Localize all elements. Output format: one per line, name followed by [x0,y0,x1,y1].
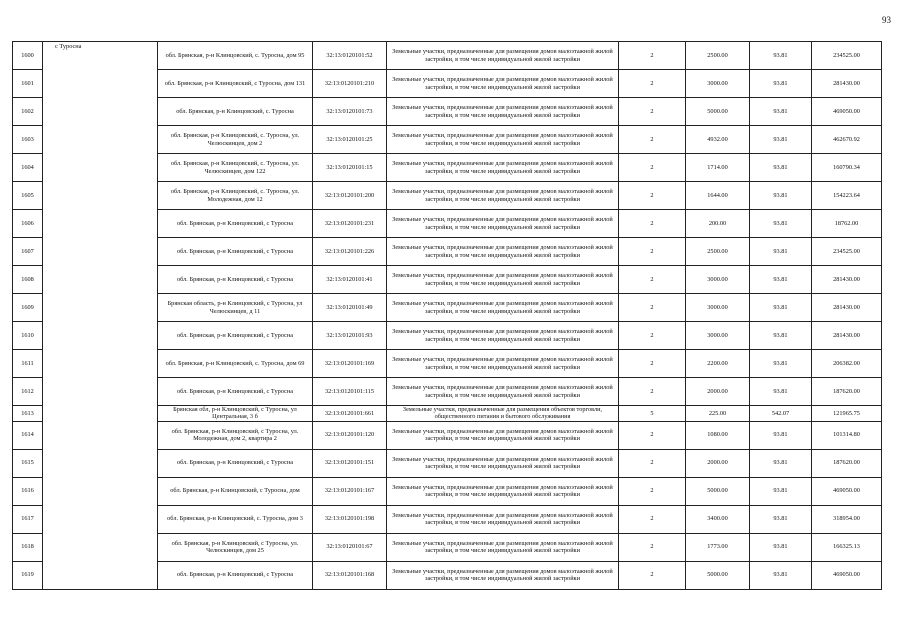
cell-address: обл. Брянская, р-н Клинцовский, с Туросна, дом [158,477,313,505]
cell-address: обл. Брянская, р-н Клинцовский, с. Туросна, дом 95 [158,42,313,70]
cell-cadastral-number: 32:13:0120101:115 [313,378,387,406]
cell-address: обл. Брянская, р-н Клинцовский, с Туросна [158,238,313,266]
cell-land-use-purpose: Земельные участки, предназначенные для размещения домов малоэтажной жилой застройки, в том числе индивидуальной жилой застройки [387,350,619,378]
cell-area: 3000.00 [686,266,750,294]
cell-cadastral-number: 32:13:0120101:49 [313,294,387,322]
cell-area: 1714.00 [686,154,750,182]
cell-cadastral-value: 160790.34 [812,154,882,182]
cell-land-use-purpose: Земельные участки, предназначенные для размещения домов малоэтажной жилой застройки, в том числе индивидуальной жилой застройки [387,294,619,322]
cell-cadastral-number: 32:13:0120101:661 [313,406,387,422]
cell-cadastral-value: 206382.00 [812,350,882,378]
cell-land-use-purpose: Земельные участки, предназначенные для размещения домов малоэтажной жилой застройки, в том числе индивидуальной жилой застройки [387,182,619,210]
cell-specific-value: 93.81 [750,98,812,126]
cell-cadastral-number: 32:13:0120101:231 [313,210,387,238]
cell-address: Брянская область, р-н Клинцовский, с Туросна, ул Челюскинцев, д 11 [158,294,313,322]
cell-row-number: 1600 [13,42,43,70]
cell-use-group: 2 [619,378,686,406]
cell-row-number: 1618 [13,533,43,561]
cell-cadastral-value: 281430.00 [812,70,882,98]
page-number: 93 [882,15,891,25]
cell-address: обл. Брянская, р-н Клинцовский, с. Туросна, ул. Челюскинцев, дом 2 [158,126,313,154]
cell-address: Брянская обл, р-н Клинцовский, с Туросна, ул Центральная, 3 б [158,406,313,422]
cell-row-number: 1603 [13,126,43,154]
cell-row-number: 1615 [13,449,43,477]
cell-land-use-purpose: Земельные участки, предназначенные для размещения домов малоэтажной жилой застройки, в том числе индивидуальной жилой застройки [387,266,619,294]
cell-land-use-purpose: Земельные участки, предназначенные для размещения домов малоэтажной жилой застройки, в том числе индивидуальной жилой застройки [387,42,619,70]
cell-row-number: 1610 [13,322,43,350]
cell-cadastral-value: 281430.00 [812,294,882,322]
cell-use-group: 2 [619,70,686,98]
cell-use-group: 2 [619,42,686,70]
cell-cadastral-value: 234525.00 [812,42,882,70]
cell-area: 1773.00 [686,533,750,561]
cell-area: 4932.00 [686,126,750,154]
cell-cadastral-value: 281430.00 [812,266,882,294]
cell-land-use-purpose: Земельные участки, предназначенные для размещения домов малоэтажной жилой застройки, в том числе индивидуальной жилой застройки [387,98,619,126]
cell-use-group: 2 [619,505,686,533]
cell-use-group: 2 [619,477,686,505]
cell-specific-value: 93.81 [750,70,812,98]
cell-cadastral-number: 32:13:0120101:93 [313,322,387,350]
cell-use-group: 2 [619,154,686,182]
cell-row-number: 1607 [13,238,43,266]
cell-area: 5000.00 [686,561,750,589]
cell-address: обл. Брянская, р-н Клинцовский, с Туросна, ул. Молодежная, дом 2, квартира 2 [158,421,313,449]
cell-cadastral-number: 32:13:0120101:226 [313,238,387,266]
cell-area: 5000.00 [686,98,750,126]
cell-row-number: 1606 [13,210,43,238]
cell-area: 2000.00 [686,449,750,477]
cell-row-number: 1614 [13,421,43,449]
cell-cadastral-number: 32:13:0120101:200 [313,182,387,210]
cell-row-number: 1617 [13,505,43,533]
cell-cadastral-number: 32:13:0120101:169 [313,350,387,378]
cell-use-group: 2 [619,266,686,294]
cell-row-number: 1608 [13,266,43,294]
cell-land-use-purpose: Земельные участки, предназначенные для размещения домов малоэтажной жилой застройки, в том числе индивидуальной жилой застройки [387,533,619,561]
cell-specific-value: 93.81 [750,505,812,533]
cell-area: 1080.00 [686,421,750,449]
cell-cadastral-number: 32:13:0120101:25 [313,126,387,154]
cell-area: 200.00 [686,210,750,238]
cell-address: обл. Брянская, р-н Клинцовский, с Туросна [158,266,313,294]
cell-cadastral-value: 101314.80 [812,421,882,449]
cell-cadastral-value: 462670.92 [812,126,882,154]
cell-address: обл. Брянская, р-н Клинцовский, с Туросна, дом 131 [158,70,313,98]
cell-use-group: 2 [619,182,686,210]
cell-cadastral-value: 166325.13 [812,533,882,561]
cell-cadastral-number: 32:13:0120101:120 [313,421,387,449]
cell-cadastral-value: 187620.00 [812,449,882,477]
cell-land-use-purpose: Земельные участки, предназначенные для размещения домов малоэтажной жилой застройки, в том числе индивидуальной жилой застройки [387,126,619,154]
cell-area: 1644.00 [686,182,750,210]
cell-specific-value: 93.81 [750,421,812,449]
cell-cadastral-value: 469050.00 [812,477,882,505]
cell-specific-value: 93.81 [750,294,812,322]
cell-land-use-purpose: Земельные участки, предназначенные для размещения домов малоэтажной жилой застройки, в том числе индивидуальной жилой застройки [387,70,619,98]
cell-specific-value: 93.81 [750,210,812,238]
cell-area: 2200.00 [686,350,750,378]
cell-land-use-purpose: Земельные участки, предназначенные для размещения домов малоэтажной жилой застройки, в том числе индивидуальной жилой застройки [387,505,619,533]
cell-specific-value: 93.81 [750,561,812,589]
cell-cadastral-number: 32:13:0120101:167 [313,477,387,505]
table-row [13,42,882,70]
cell-specific-value: 93.81 [750,266,812,294]
cell-use-group: 5 [619,406,686,422]
cell-use-group: 2 [619,238,686,266]
cell-use-group: 2 [619,294,686,322]
cell-cadastral-value: 318954.00 [812,505,882,533]
cell-cadastral-number: 32:13:0120101:73 [313,98,387,126]
cell-row-number: 1616 [13,477,43,505]
cell-cadastral-value: 234525.00 [812,238,882,266]
cell-row-number: 1613 [13,406,43,422]
cell-row-number: 1602 [13,98,43,126]
cell-area: 3000.00 [686,322,750,350]
cell-use-group: 2 [619,421,686,449]
cell-land-use-purpose: Земельные участки, предназначенные для размещения домов малоэтажной жилой застройки, в том числе индивидуальной жилой застройки [387,238,619,266]
cell-specific-value: 93.81 [750,126,812,154]
cell-cadastral-value: 154223.64 [812,182,882,210]
cell-land-use-purpose: Земельные участки, предназначенные для размещения домов малоэтажной жилой застройки, в том числе индивидуальной жилой застройки [387,210,619,238]
cell-use-group: 2 [619,98,686,126]
cell-land-use-purpose: Земельные участки, предназначенные для размещения домов малоэтажной жилой застройки, в том числе индивидуальной жилой застройки [387,378,619,406]
cell-cadastral-number: 32:13:0120101:151 [313,449,387,477]
cell-use-group: 2 [619,350,686,378]
cell-use-group: 2 [619,449,686,477]
cell-use-group: 2 [619,533,686,561]
cell-area: 3000.00 [686,70,750,98]
cell-row-number: 1611 [13,350,43,378]
cell-row-number: 1604 [13,154,43,182]
cell-cadastral-value: 469050.00 [812,98,882,126]
cell-land-use-purpose: Земельные участки, предназначенные для размещения домов малоэтажной жилой застройки, в том числе индивидуальной жилой застройки [387,421,619,449]
cell-specific-value: 542.07 [750,406,812,422]
cell-area: 3000.00 [686,294,750,322]
cell-address: обл. Брянская, р-н Клинцовский, с Туросна [158,210,313,238]
cell-area: 2500.00 [686,238,750,266]
cell-address: обл. Брянская, р-н Клинцовский, с. Туросна, дом 3 [158,505,313,533]
cell-row-number: 1609 [13,294,43,322]
cell-specific-value: 93.81 [750,322,812,350]
cell-address: обл. Брянская, р-н Клинцовский, с Туросна, ул. Челюскинцев, дом 25 [158,533,313,561]
cell-land-use-purpose: Земельные участки, предназначенные для размещения домов малоэтажной жилой застройки, в том числе индивидуальной жилой застройки [387,322,619,350]
cell-row-number: 1619 [13,561,43,589]
cell-specific-value: 93.81 [750,378,812,406]
cell-address: обл. Брянская, р-н Клинцовский, с. Туросна [158,98,313,126]
cell-cadastral-number: 32:13:0120101:41 [313,266,387,294]
cell-land-use-purpose: Земельные участки, предназначенные для размещения домов малоэтажной жилой застройки, в том числе индивидуальной жилой застройки [387,477,619,505]
cell-row-number: 1601 [13,70,43,98]
cell-use-group: 2 [619,561,686,589]
cell-address: обл. Брянская, р-н Клинцовский, с. Туросна, дом 69 [158,350,313,378]
cell-specific-value: 93.81 [750,533,812,561]
cell-locality: с Туросна [43,42,158,590]
cell-use-group: 2 [619,322,686,350]
cell-area: 2000.00 [686,378,750,406]
cell-area: 3400.00 [686,505,750,533]
cell-area: 2500.00 [686,42,750,70]
cell-address: обл. Брянская, р-н Клинцовский, с Туросна [158,378,313,406]
cell-cadastral-number: 32:13:0120101:15 [313,154,387,182]
cell-land-use-purpose: Земельные участки, предназначенные для размещения домов малоэтажной жилой застройки, в том числе индивидуальной жилой застройки [387,561,619,589]
cell-specific-value: 93.81 [750,350,812,378]
cell-row-number: 1612 [13,378,43,406]
cell-address: обл. Брянская, р-н Клинцовский, с Туросна [158,449,313,477]
cell-address: обл. Брянская, р-н Клинцовский, с Туросна [158,322,313,350]
cell-cadastral-number: 32:13:0120101:67 [313,533,387,561]
cell-specific-value: 93.81 [750,154,812,182]
cell-row-number: 1605 [13,182,43,210]
cell-cadastral-value: 281430.00 [812,322,882,350]
cell-land-use-purpose: Земельные участки, предназначенные для размещения домов малоэтажной жилой застройки, в том числе индивидуальной жилой застройки [387,449,619,477]
cell-address: обл. Брянская, р-н Клинцовский, с. Туросна, ул. Челюскинцев, дом 122 [158,154,313,182]
cell-address: обл. Брянская, р-н Клинцовский, с. Туросна, ул. Молодежная, дом 12 [158,182,313,210]
cell-cadastral-value: 187620.00 [812,378,882,406]
cell-land-use-purpose: Земельные участки, предназначенные для размещения домов малоэтажной жилой застройки, в том числе индивидуальной жилой застройки [387,154,619,182]
cell-specific-value: 93.81 [750,449,812,477]
cell-cadastral-number: 32:13:0120101:210 [313,70,387,98]
cell-use-group: 2 [619,210,686,238]
cell-area: 225.00 [686,406,750,422]
land-registry-table [12,41,882,590]
cell-cadastral-number: 32:13:0120101:168 [313,561,387,589]
cell-cadastral-value: 121965.75 [812,406,882,422]
cell-cadastral-number: 32:13:0120101:198 [313,505,387,533]
cell-land-use-purpose: Земельные участки, предназначенные для размещения объектов торговли, общественного питания и бытового обслуживания [387,406,619,422]
cell-cadastral-value: 18762.00 [812,210,882,238]
cell-specific-value: 93.81 [750,477,812,505]
cell-cadastral-value: 469050.00 [812,561,882,589]
cell-specific-value: 93.81 [750,42,812,70]
cell-use-group: 2 [619,126,686,154]
cell-cadastral-number: 32:13:0120101:52 [313,42,387,70]
cell-area: 5000.00 [686,477,750,505]
cell-specific-value: 93.81 [750,238,812,266]
cell-address: обл. Брянская, р-н Клинцовский, с Туросна [158,561,313,589]
cell-specific-value: 93.81 [750,182,812,210]
